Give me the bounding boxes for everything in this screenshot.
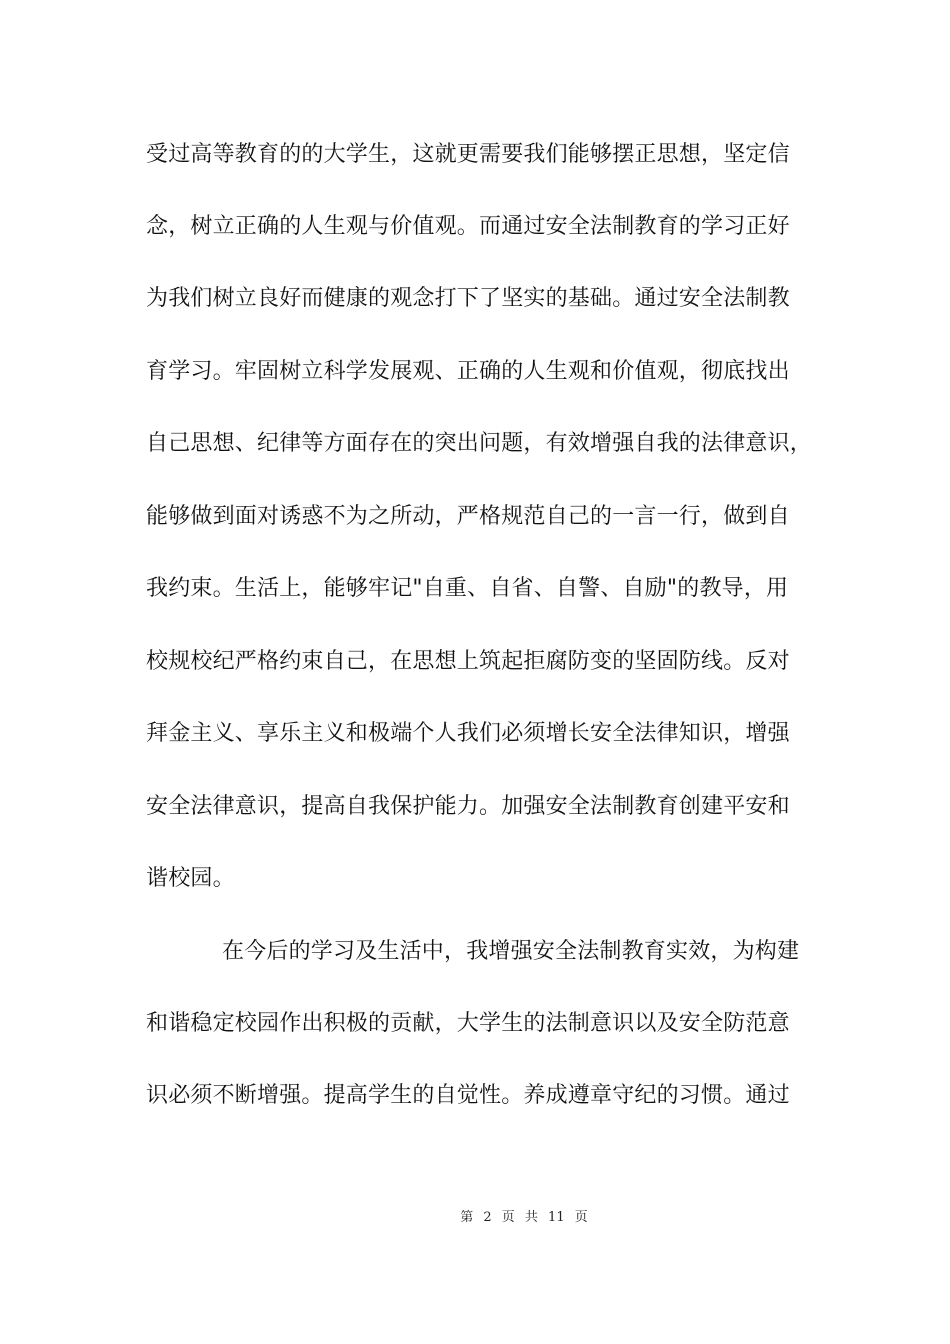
text-line: 念，树立正确的人生观与价值观。而通过安全法制教育的学习正好 [146, 214, 790, 239]
text-line: 为我们树立良好而健康的观念打下了坚实的基础。通过安全法制教 [146, 286, 790, 311]
text-line: 能够做到面对诱惑不为之所动，严格规范自己的一言一行，做到自 [146, 504, 790, 529]
text-line: 受过高等教育的的大学生，这就更需要我们能够摆正思想，坚定信 [146, 142, 790, 167]
text-line: 育学习。牢固树立科学发展观、正确的人生观和价值观，彻底找出 [146, 359, 790, 384]
text-line: 我约束。生活上，能够牢记"自重、自省、自警、自励"的教导，用 [146, 576, 789, 601]
paragraph-first-line: 在今后的学习及生活中，我增强安全法制教育实效，为构建 [222, 939, 800, 964]
text-line: 校规校纪严格约束自己，在思想上筑起拒腐防变的坚固防线。反对 [146, 649, 790, 674]
text-line: 识必须不断增强。提高学生的自觉性。养成遵章守纪的习惯。通过 [146, 1083, 790, 1108]
text-line: 谐校园。 [146, 866, 235, 891]
text-line: 和谐稳定校园作出积极的贡献，大学生的法制意识以及安全防范意 [146, 1011, 790, 1036]
text-line: 自己思想、纪律等方面存在的突出问题，有效增强自我的法律意识， [146, 431, 813, 456]
text-line: 安全法律意识，提高自我保护能力。加强安全法制教育创建平安和 [146, 794, 790, 819]
text-line: 拜金主义、享乐主义和极端个人我们必须增长安全法律知识，增强 [146, 721, 790, 746]
page-number-footer: 第 2 页 共 11 页 [460, 1210, 588, 1225]
